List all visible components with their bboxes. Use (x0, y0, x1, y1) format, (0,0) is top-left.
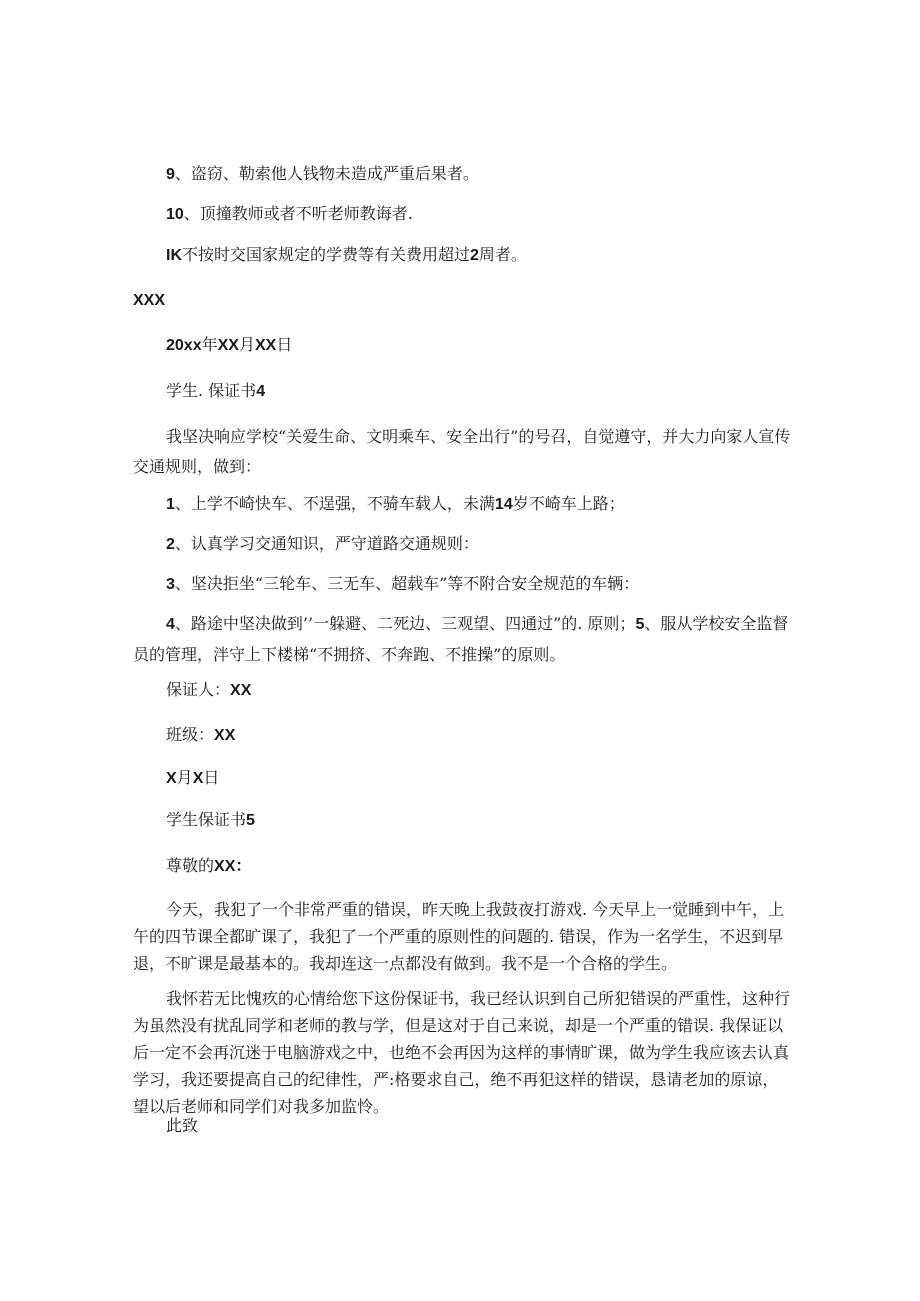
section-title-4: 学生. 保证书4 (166, 381, 266, 400)
body-paragraph-2: 我怀若无比愧疚的心情给您下这份保证书，我已经认识到自己所犯错误的严重性，这种行为虽然没有扰乱同学和老师的教与学，但是这对于自己来说，却是一个严重的错误. 我保证以后一定不会再沉迷于电脑游戏之中，也绝不会再因为这样的事情旷课，做为学生我应该去认真学习，我还要提高自己的纪律性，严:格要求自己，绝不再犯这样的错误，恳请老加的原谅，望以后老师和同学们对我多加监怜。 (133, 989, 791, 1116)
item-11: IK不按时交国家规定的学费等有关费用超过2周者。 (166, 245, 527, 264)
body-paragraph-1: 今天，我犯了一个非常严重的错误，昨天晚上我鼓夜打游戏. 今天早上一觉睡到中午，上午的四节课全都旷课了，我犯了一个严重的原则性的问题的. 错误，作为一名学生，不迟到早退，不旷课是最基本的。我却连这一点都没有做到。我不是一个合格的学生。 (133, 900, 785, 973)
rule-2: 2、认真学习交通知识，严守道路交通规则： (166, 534, 479, 553)
salutation: 尊敬的XX： (166, 856, 252, 875)
rule-3: 3、坚决拒坐“三轮车、三无车、超载车”等不附合安全规范的车辆： (166, 574, 640, 593)
signature-date: 20xx年XX月XX日 (166, 335, 293, 354)
intro-paragraph-4: 我坚决响应学校“关爱生命、文明乘车、安全出行”的号召，自觉遵守，并大力向家人宣传交通规则，做到： (133, 427, 791, 476)
item-10: 10、顶撞教师或者不听老师教诲者. (166, 204, 413, 223)
section-title-5: 学生保证书5 (166, 810, 255, 829)
class-line: 班级：XX (166, 725, 236, 744)
guarantor-line: 保证人：XX (166, 680, 252, 699)
rule-1: 1、上学不崎快车、不逞强，不骑车载人，未满14岁不崎车上路； (166, 494, 625, 513)
date-line: X月X日 (166, 768, 220, 787)
closing-line: 此致 (166, 1116, 199, 1135)
signature-name: XXX (133, 292, 166, 309)
item-9: 9、盗窃、勒索他人钱物未造成严重后果者。 (166, 164, 479, 183)
rule-4-5: 4、路途中坚决做到’’一躲避、二死边、三观望、四通过”的. 原则；5、服从学校安全监督员的管理，泮守上下楼梯“不拥挤、不奔跑、不推操”的原则。 (133, 614, 789, 664)
